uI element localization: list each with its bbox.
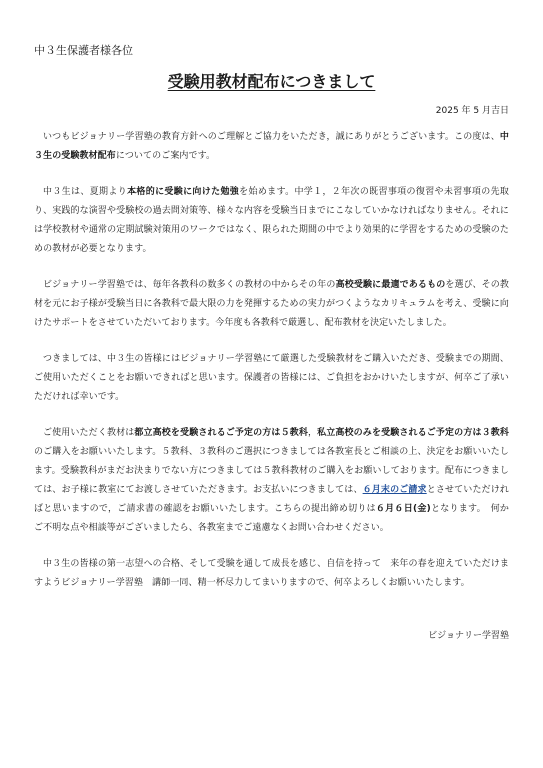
letter-body: [34, 128, 509, 610]
deadline: ６月６日(金): [375, 504, 431, 514]
emphasis: 都立高校を受験されるご予定の方は５教科: [134, 428, 308, 438]
text: を選び、その教材を元にお子様が受験当日に各教科で最大限の力を発揮するための実力がつくようなカリキュラムを考え、受験に向けたサポートをさせていただいております。今年度も各教科で厳選し、配布教材を決定いたしました。: [34, 280, 510, 328]
title-text: 受験用教材配布につきまして: [167, 72, 376, 91]
text: についてのご案内です。: [115, 151, 216, 161]
emphasis: 本格的に受験に向けた勉強: [127, 187, 240, 197]
text: ビジョナリー学習塾では、毎年各教科の数多くの教材の中からその年の: [43, 280, 336, 290]
text: つきましては、中３生の皆様にはビジョナリー学習塾にて厳選した受験教材をご購入いただき、受験までの期間、ご使用いただくことをお願いできればと思います。保護者の皆様には、ご負担をおかけいたしますが、何卒ご了承いただければ幸いです。: [34, 354, 509, 402]
text: とさせていただければと思いますので，ご請求書の確認をお願いいたします。こちらの提出締め切りは: [34, 485, 510, 514]
text: となります。 何かご不明な点や相談等がございましたら、各教室までご遠慮なくお問い合わせください。: [34, 504, 509, 533]
text: を始めます。中学１，２年次の既習事項の復習や未習事項の先取り、実践的な演習や受験校の過去問対策等、様々な内容を受験当日までにこなしていかなければなりません。それには学校教材や通常の定期試験対策用のワークではなく、限られた期間の中でより効果的に学習をするための受験のための教材が必要となります。: [34, 187, 510, 254]
paragraph-summer-study: [34, 183, 509, 259]
paragraph-greeting: [34, 128, 509, 166]
billing-link[interactable]: ６月末のご請求: [362, 485, 427, 495]
addressee: 中３生保護者様各位: [34, 44, 133, 57]
text: いつもビジョナリー学習塾の教育方針へのご理解とご協力をいただき，誠にありがとうございます。この度は、: [43, 132, 500, 142]
signature: ビジョナリー学習塾: [428, 631, 509, 641]
letter-title: [0, 69, 543, 92]
emphasis: 中３生の受験教材配布: [34, 132, 509, 161]
paragraph-purchase-request: [34, 350, 509, 407]
text: 中３生の皆様の第一志望への合格、そして受験を通して成長を感じ、自信を持って 来年の春を迎えていただけますようビジョナリー学習塾 講師一同、精一杯尽力してまいりますので、何卒よろしくお願いいたします。: [34, 559, 509, 588]
emphasis: 高校受験に最適であるもの: [335, 280, 446, 290]
emphasis: 私立高校のみを受験されるご予定の方は３教科: [317, 428, 509, 438]
text: 中３生は、夏期より: [43, 187, 128, 197]
paragraph-closing: [34, 555, 509, 593]
text: のご購入をお願いいたします。５教科、３教科のご選択につきましては各教室長とご相談の上、決定をお願いいたします。受験教科がまだお決まりでない方につきましては５教科教材のご購入をお願いしております。配布につきましては、お子様に教室にてお渡しさせていただきます。お支払いにつきましては、: [34, 447, 509, 495]
text: ，: [307, 428, 318, 438]
paragraph-material-selection: [34, 276, 509, 333]
letter-date: 2025 年 5 月吉日: [435, 106, 509, 116]
text: ご使用いただく教材は: [43, 428, 135, 438]
paragraph-purchase-details: [34, 424, 509, 538]
